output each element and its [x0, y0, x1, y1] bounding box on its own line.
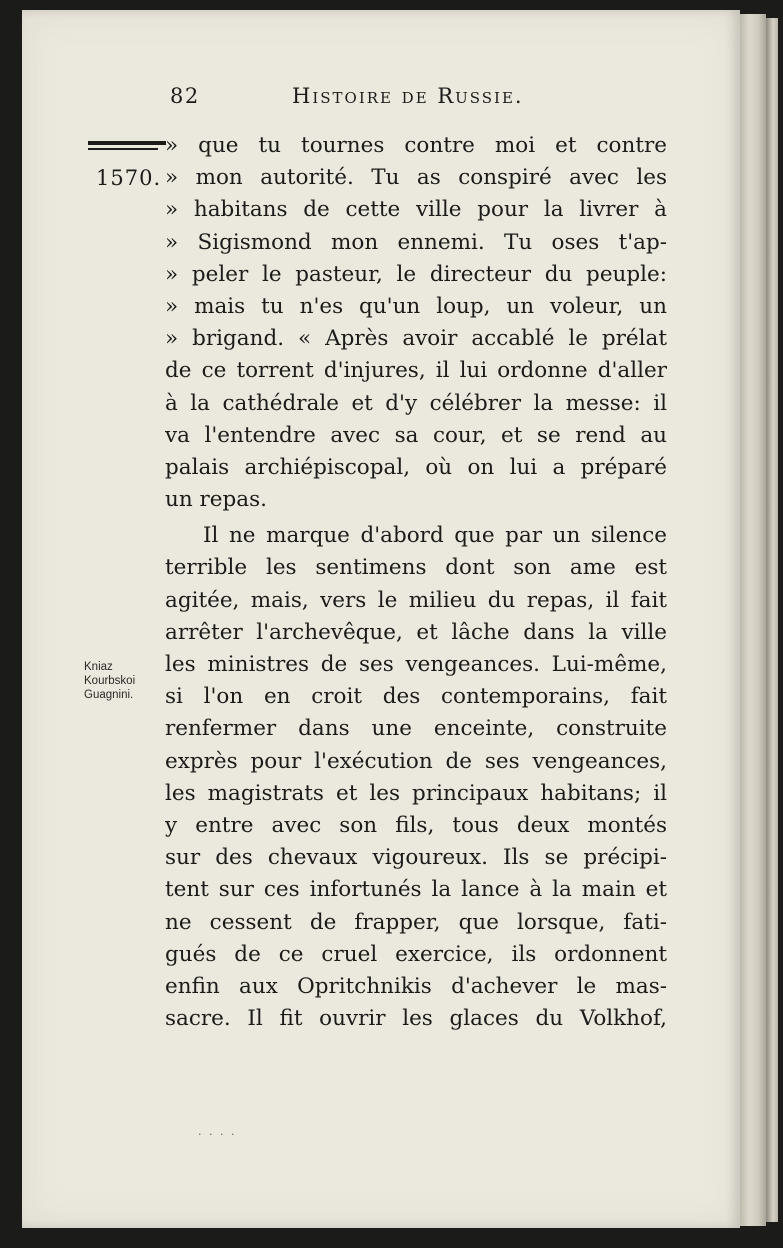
- body-text: [165, 130, 667, 1035]
- text-line: » Sigismond mon ennemi. Tu oses t'ap-: [165, 229, 667, 255]
- paragraph-2: [165, 520, 667, 1035]
- text-line: tent sur ces infortunés la lance à la main et: [165, 877, 667, 903]
- text-line: les ministres de ses vengeances. Lui-même,: [165, 652, 667, 677]
- text-line: » mais tu n'es qu'un loup, un voleur, un: [165, 293, 667, 319]
- text-line: enfin aux Opritchnikis d'achever le mas-: [165, 973, 667, 999]
- text-line: ne cessent de frapper, que lorsque, fati-: [165, 909, 667, 935]
- text-line: palais archiépiscopal, où on lui a préparé: [165, 454, 667, 480]
- text-line: Il ne marque d'abord que par un silence: [203, 523, 667, 549]
- text-line: sur des chevaux vigoureux. Ils se précipi-: [165, 845, 667, 871]
- text-line: gués de ce cruel exercice, ils ordonnent: [165, 941, 667, 967]
- text-line: renfermer dans une enceinte, construite: [165, 716, 667, 742]
- continuation-rule-thin: [88, 148, 158, 150]
- running-title: Histoire de Russie.: [292, 84, 524, 108]
- text-line: » que tu tournes contre moi et contre: [165, 133, 667, 158]
- text-line: terrible les sentimens dont son ame est: [165, 555, 667, 581]
- text-line: » mon autorité. Tu as conspiré avec les: [165, 165, 667, 191]
- text-line: va l'entendre avec sa cour, et se rend au: [165, 422, 667, 448]
- margin-source-line: Guagnini.: [84, 689, 134, 701]
- paragraph-1: [165, 130, 667, 516]
- text-line: si l'on en croit des contemporains, fait: [165, 684, 667, 710]
- text-line: agitée, mais, vers le milieu du repas, il fait: [165, 587, 667, 613]
- margin-source-note: [84, 660, 158, 702]
- paper-specks: · · · ·: [198, 1128, 237, 1141]
- continuation-rule: [88, 141, 166, 145]
- text-line: arrêter l'archevêque, et lâche dans la ville: [165, 619, 667, 645]
- text-line: un repas.: [165, 487, 267, 513]
- text-line: sacre. Il fit ouvrir les glaces du Volkhof,: [165, 1006, 667, 1032]
- margin-source-line: Kniaz: [84, 661, 113, 673]
- text-line: les magistrats et les principaux habitans; il: [165, 780, 667, 806]
- text-line: y entre avec son fils, tous deux montés: [165, 812, 667, 838]
- text-line: exprès pour l'exécution de ses vengeances,: [165, 748, 667, 774]
- page-edge: [740, 14, 766, 1226]
- page-header: [170, 84, 590, 114]
- text-line: » peler le pasteur, le directeur du peuple:: [165, 261, 667, 287]
- margin-source-line: Kourbskoi: [84, 675, 136, 687]
- text-line: » habitans de cette ville pour la livrer à: [165, 197, 667, 223]
- text-line: de ce torrent d'injures, il lui ordonne d'aller: [165, 358, 667, 384]
- page-number: 82: [170, 84, 200, 108]
- page-edge-dark: [766, 18, 778, 1222]
- text-line: » brigand. « Après avoir accablé le prélat: [165, 326, 667, 352]
- margin-year: 1570.: [96, 166, 162, 190]
- text-line: à la cathédrale et d'y célébrer la messe: il: [165, 390, 667, 416]
